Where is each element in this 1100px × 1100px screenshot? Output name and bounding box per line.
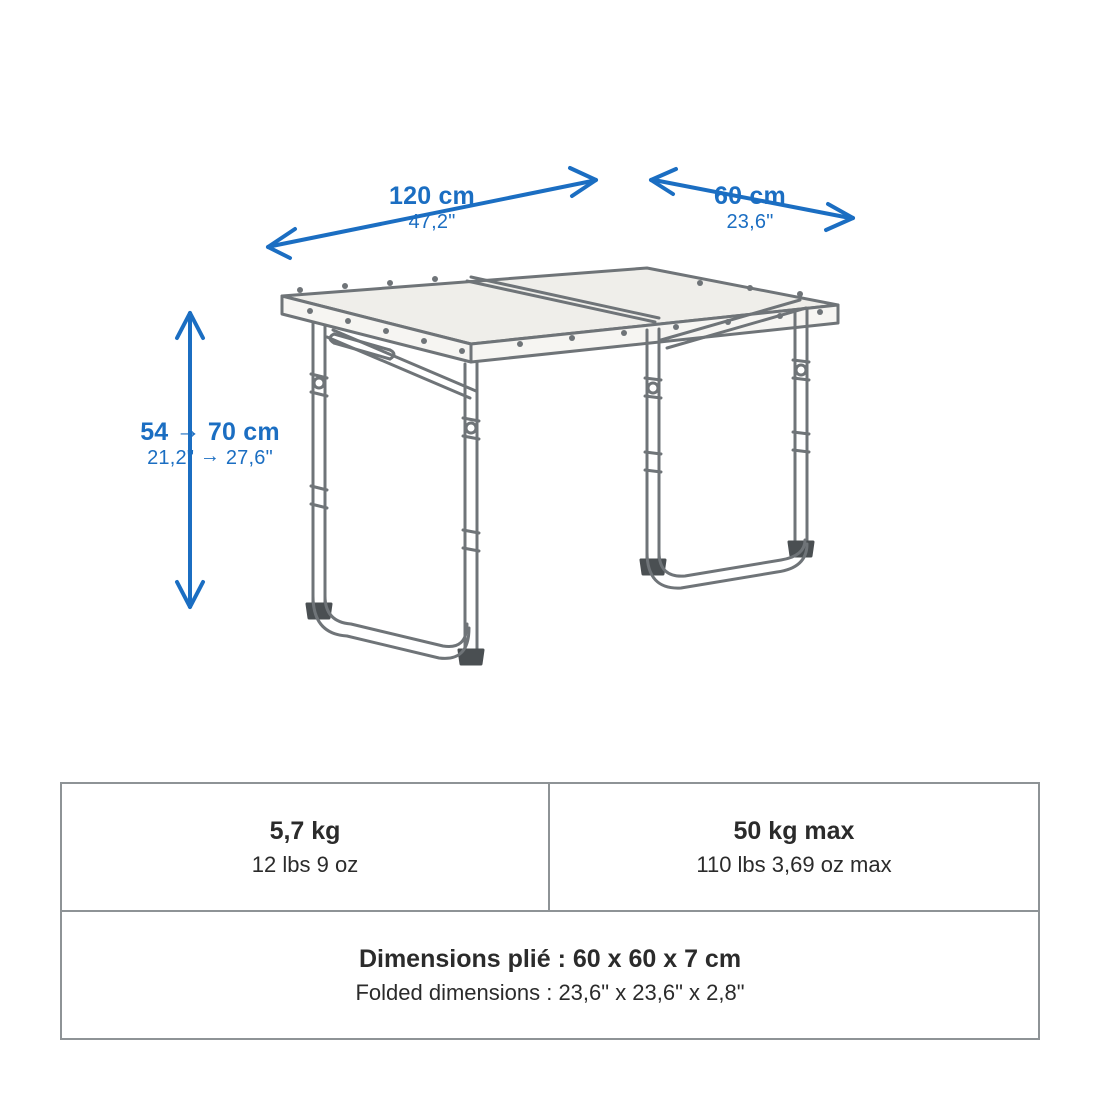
length-dimension-label	[322, 182, 542, 234]
height-imperial-min: 21,2"	[147, 446, 195, 469]
height-imperial	[95, 444, 325, 470]
load-primary: 50 kg max	[733, 817, 855, 845]
height-imperial-max: 27,6"	[225, 446, 273, 469]
table-illustration	[282, 268, 838, 664]
weight-primary: 5,7 kg	[269, 817, 341, 845]
table-row	[62, 784, 1038, 912]
length-metric: 120 cm	[389, 182, 475, 210]
folded-secondary: Folded dimensions : 23,6" x 23,6" x 2,8"	[355, 980, 745, 1006]
folded-primary: Dimensions plié : 60 x 60 x 7 cm	[358, 944, 742, 973]
weight-secondary: 12 lbs 9 oz	[251, 852, 359, 878]
height-metric-min: 54	[140, 418, 169, 446]
height-metric-max: 70 cm	[207, 418, 280, 446]
specifications-table	[60, 782, 1040, 1040]
dimension-arrows	[177, 168, 853, 607]
weight-cell	[62, 784, 550, 910]
width-imperial: 23,6"	[726, 210, 774, 233]
range-arrow-icon: →	[175, 416, 201, 444]
height-dimension-label	[95, 418, 325, 470]
width-dimension-label	[650, 182, 850, 234]
height-metric	[95, 418, 325, 447]
table-row	[62, 912, 1038, 1038]
length-imperial: 47,2"	[408, 210, 456, 233]
load-secondary: 110 lbs 3,69 oz max	[696, 852, 892, 878]
load-capacity-cell	[550, 784, 1038, 910]
range-arrow-icon-imperial: →	[199, 444, 221, 467]
width-metric: 60 cm	[714, 182, 786, 210]
folded-dimensions-cell	[62, 912, 1038, 1038]
